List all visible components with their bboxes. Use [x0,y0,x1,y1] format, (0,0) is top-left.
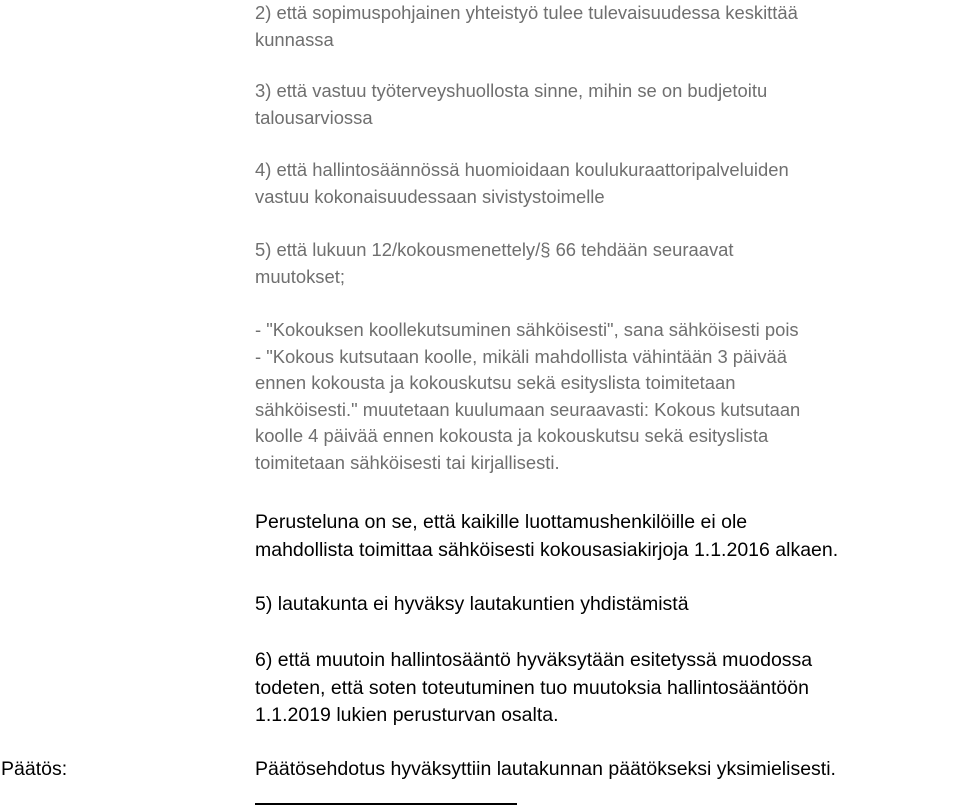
text-line: 5) että lukuun 12/kokousmenettely/§ 66 tehdään seuraavat [255,239,734,260]
text-line: koolle 4 päivää ennen kokousta ja kokouskutsu sekä esityslista [255,425,769,446]
rationale-paragraph [255,509,955,564]
item-6-paragraph [255,647,955,730]
text-line: 2) että sopimuspohjainen yhteistyö tulee tulevaisuudessa keskittää [255,2,798,23]
text-line: todeten, että soten toteutuminen tuo muutoksia hallintosääntöön [255,676,809,699]
item-2-paragraph [255,0,955,53]
text-line: sähköisesti." muutetaan kuulumaan seuraavasti: Kokous kutsutaan [255,398,801,420]
decision-label: Päätös: [1,758,68,780]
text-line: 1.1.2019 lukien perusturvan osalta. [255,704,559,726]
text-line: - "Kokouksen koollekutsuminen sähköisesti", sana sähköisesti pois [255,319,799,340]
text-line: 6) että muutoin hallintosääntö hyväksytään esitetyssä muodossa [255,649,813,671]
text-line: - "Kokous kutsutaan koolle, mikäli mahdollista vähintään 3 päivää [255,345,787,367]
text-line: 3) että vastuu työterveyshuollosta sinne, mihin se on budjetoitu [255,80,768,101]
item-3-paragraph [255,78,955,131]
text-line: muutokset; [255,265,345,287]
item-5-paragraph [255,237,955,290]
signature-rule [255,803,517,805]
text-line: 5) lautakunta ei hyväksy lautakuntien yhdistämistä [255,593,689,615]
decision-text [255,756,955,784]
changes-paragraph [255,317,955,476]
text-line: talousarviossa [255,106,373,128]
text-line: Perusteluna on se, että kaikille luottamushenkilöille ei ole [255,511,748,533]
text-line: kunnassa [255,28,334,50]
text-line: toimitetaan sähköisesti tai kirjallisesti. [255,451,560,473]
text-line: 4) että hallintosäännössä huomioidaan koulukuraattoripalveluiden [255,159,789,180]
text-line: mahdollista toimittaa sähköisesti kokousasiakirjoja 1.1.2016 alkaen. [255,538,839,561]
text-line: vastuu kokonaisuudessaan sivistystoimelle [255,185,605,207]
text-line: Päätösehdotus hyväksyttiin lautakunnan päätökseksi yksimielisesti. [255,758,836,780]
item-4-paragraph [255,157,955,210]
text-line: ennen kokousta ja kokouskutsu sekä esityslista toimitetaan [255,372,736,393]
item-5b-paragraph [255,591,955,619]
